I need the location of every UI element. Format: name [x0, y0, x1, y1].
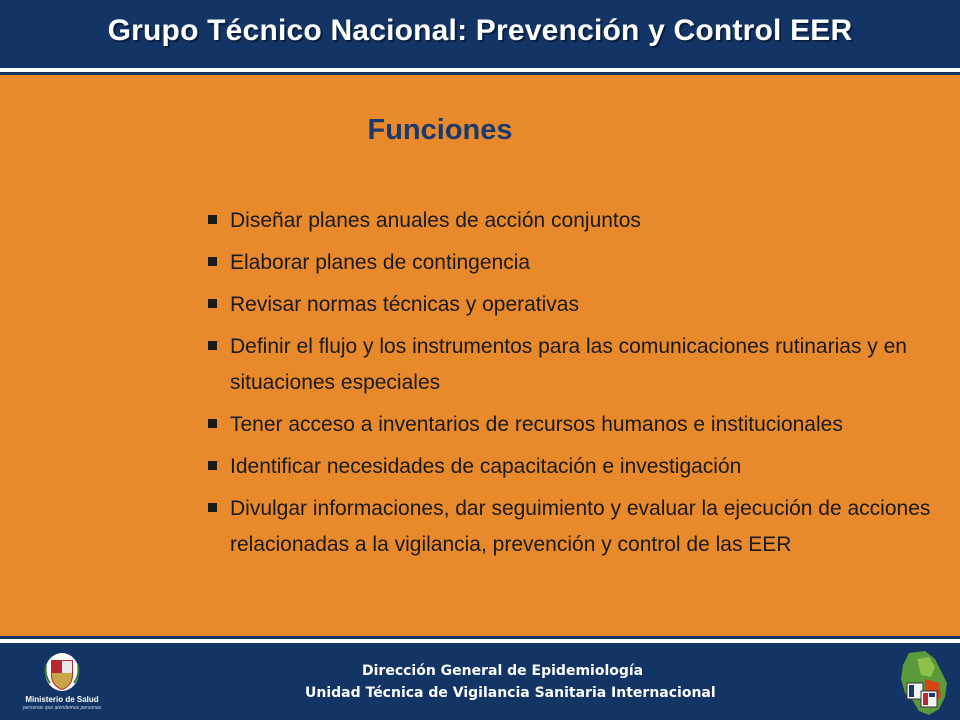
footer-org-line1: Dirección General de Epidemiología [362, 663, 644, 679]
list-item-text: Revisar normas técnicas y operativas [230, 293, 579, 316]
list-item [206, 449, 946, 485]
list-item [206, 491, 946, 563]
list-item [206, 245, 946, 281]
ministry-logo [16, 651, 108, 717]
list-item-text: Identificar necesidades de capacitación e investigación [230, 455, 742, 478]
list-item-text: Diseñar planes anuales de acción conjuntos [230, 209, 641, 232]
square-bullet-icon [208, 215, 217, 224]
functions-list [206, 203, 946, 563]
footer-org-line2: Unidad Técnica de Vigilancia Sanitaria Internacional [305, 685, 716, 701]
list-item [206, 203, 946, 239]
square-bullet-icon [208, 257, 217, 266]
list-item [206, 287, 946, 323]
list-item [206, 407, 946, 443]
section-title: Funciones [367, 114, 513, 146]
ministry-tagline: personas que atendemos personas [22, 705, 102, 711]
coat-of-arms-icon [42, 651, 82, 693]
dge-map-logo-icon [895, 649, 951, 717]
square-bullet-icon [208, 503, 217, 512]
footer-bar [0, 643, 960, 720]
header-divider-blue [0, 72, 960, 75]
list-item-text: Definir el flujo y los instrumentos para las comunicaciones rutinarias y en situaciones especiales [230, 335, 907, 394]
header-bar [0, 0, 960, 68]
square-bullet-icon [208, 299, 217, 308]
square-bullet-icon [208, 461, 217, 470]
list-item-text: Tener acceso a inventarios de recursos humanos e institucionales [230, 413, 843, 436]
square-bullet-icon [208, 341, 217, 350]
ministry-label: Ministerio de Salud [25, 695, 99, 704]
list-item-text: Divulgar informaciones, dar seguimiento y evaluar la ejecución de acciones relacionadas a la vigilancia, prevención y control de las EER [230, 497, 931, 556]
square-bullet-icon [208, 419, 217, 428]
list-item [206, 329, 946, 401]
header-title: Grupo Técnico Nacional: Prevención y Control EER [107, 14, 853, 47]
list-item-text: Elaborar planes de contingencia [230, 251, 531, 274]
